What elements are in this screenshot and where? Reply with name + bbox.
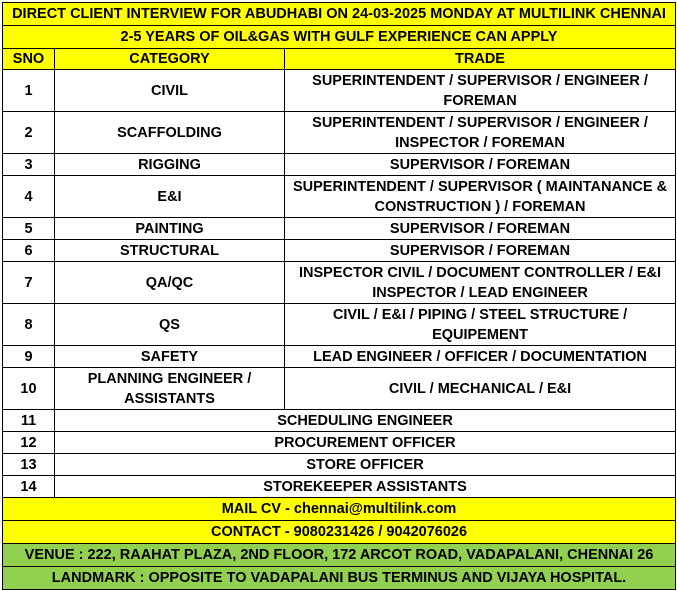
table-row: [3, 154, 676, 176]
row-sno: 4: [3, 176, 55, 218]
row-title: PROCUREMENT OFFICER: [55, 432, 676, 454]
row-category: CIVIL: [55, 70, 285, 112]
row-sno: 2: [3, 112, 55, 154]
table-row: [3, 304, 676, 346]
table-row: [3, 218, 676, 240]
landmark: LANDMARK : OPPOSITE TO VADAPALANI BUS TERMINUS AND VIJAYA HOSPITAL.: [3, 567, 676, 590]
column-header-sno: SNO: [3, 49, 55, 70]
row-category: SAFETY: [55, 346, 285, 368]
table-row: [3, 432, 676, 454]
table-row: [3, 240, 676, 262]
row-category: PLANNING ENGINEER / ASSISTANTS: [55, 368, 285, 410]
row-trade: SUPERINTENDENT / SUPERVISOR / ENGINEER / INSPECTOR / FOREMAN: [285, 112, 676, 154]
row-sno: 14: [3, 476, 55, 498]
row-trade: SUPERVISOR / FOREMAN: [285, 218, 676, 240]
row-sno: 5: [3, 218, 55, 240]
row-trade: SUPERINTENDENT / SUPERVISOR ( MAINTANANCE & CONSTRUCTION ) / FOREMAN: [285, 176, 676, 218]
row-trade: CIVIL / MECHANICAL / E&I: [285, 368, 676, 410]
row-sno: 6: [3, 240, 55, 262]
row-trade: SUPERVISOR / FOREMAN: [285, 154, 676, 176]
row-category: STRUCTURAL: [55, 240, 285, 262]
table-row: [3, 112, 676, 154]
row-trade: INSPECTOR CIVIL / DOCUMENT CONTROLLER / E&I INSPECTOR / LEAD ENGINEER: [285, 262, 676, 304]
row-sno: 12: [3, 432, 55, 454]
table-row: [3, 476, 676, 498]
row-category: QA/QC: [55, 262, 285, 304]
row-category: PAINTING: [55, 218, 285, 240]
row-category: QS: [55, 304, 285, 346]
row-sno: 9: [3, 346, 55, 368]
table-row: [3, 176, 676, 218]
row-category: SCAFFOLDING: [55, 112, 285, 154]
table-row: [3, 346, 676, 368]
row-sno: 7: [3, 262, 55, 304]
row-sno: 11: [3, 410, 55, 432]
header-title: DIRECT CLIENT INTERVIEW FOR ABUDHABI ON 24-03-2025 MONDAY AT MULTILINK CHENNAI: [3, 3, 676, 26]
row-sno: 13: [3, 454, 55, 476]
table-row: [3, 454, 676, 476]
row-title: STORE OFFICER: [55, 454, 676, 476]
row-sno: 10: [3, 368, 55, 410]
row-title: SCHEDULING ENGINEER: [55, 410, 676, 432]
header-subtitle: 2-5 YEARS OF OIL&GAS WITH GULF EXPERIENCE CAN APPLY: [3, 26, 676, 49]
row-sno: 8: [3, 304, 55, 346]
row-trade: CIVIL / E&I / PIPING / STEEL STRUCTURE / EQUIPEMENT: [285, 304, 676, 346]
column-header-category: CATEGORY: [55, 49, 285, 70]
row-category: RIGGING: [55, 154, 285, 176]
table-row: [3, 262, 676, 304]
row-title: STOREKEEPER ASSISTANTS: [55, 476, 676, 498]
row-trade: SUPERVISOR / FOREMAN: [285, 240, 676, 262]
venue-address: VENUE : 222, RAAHAT PLAZA, 2ND FLOOR, 172 ARCOT ROAD, VADAPALANI, CHENNAI 26: [3, 544, 676, 567]
table-row: [3, 368, 676, 410]
row-trade: LEAD ENGINEER / OFFICER / DOCUMENTATION: [285, 346, 676, 368]
table-row: [3, 70, 676, 112]
recruitment-table: [2, 2, 676, 590]
row-trade: SUPERINTENDENT / SUPERVISOR / ENGINEER / FOREMAN: [285, 70, 676, 112]
column-header-trade: TRADE: [285, 49, 676, 70]
row-sno: 3: [3, 154, 55, 176]
row-sno: 1: [3, 70, 55, 112]
contact-numbers: CONTACT - 9080231426 / 9042076026: [3, 521, 676, 544]
row-category: E&I: [55, 176, 285, 218]
mail-cv: MAIL CV - chennai@multilink.com: [3, 498, 676, 521]
table-row: [3, 410, 676, 432]
